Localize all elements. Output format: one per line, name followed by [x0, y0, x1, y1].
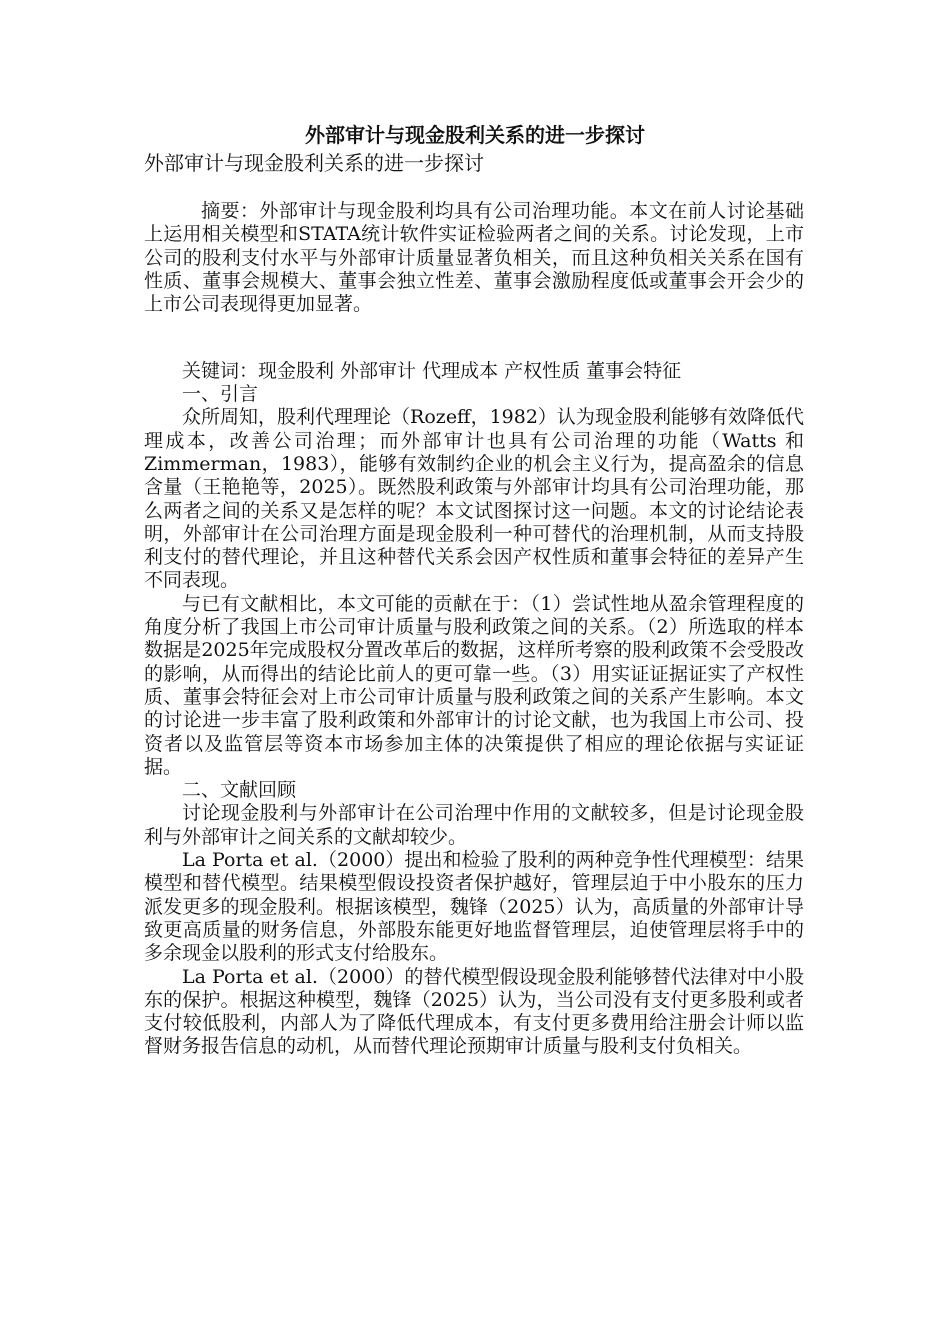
- document-body: [144, 200, 804, 1059]
- document-title: 外部审计与现金股利关系的进一步探讨: [305, 123, 645, 147]
- abstract-paragraph: 摘要：外部审计与现金股利均具有公司治理功能。本文在前人讨论基础上运用相关模型和STATA统计软件实证检验两者之间的关系。讨论发现，上市公司的股利支付水平与外部审计质量显著负相关，而且这种负相关关系在国有性质、董事会规模大、董事会独立性差、董事会激励程度低或董事会开会少的上市公司表现得更加显著。: [144, 200, 804, 316]
- document-subtitle: 外部审计与现金股利关系的进一步探讨: [144, 151, 484, 175]
- literature-paragraph-3: La Porta et al.（2000）的替代模型假设现金股利能够替代法律对中小股东的保护。根据这种模型，魏锋（2025）认为，当公司没有支付更多股利或者支付较低股利，内部人为了降低代理成本，有支付更多费用给注册会计师以监督财务报告信息的动机，从而替代理论预期审计质量与股利支付负相关。: [144, 965, 804, 1058]
- introduction-paragraph-1: 众所周知，股利代理理论（Rozeff，1982）认为现金股利能够有效降低代理成本，改善公司治理；而外部审计也具有公司治理的功能（Watts 和 Zimmerman，1983），能够有效制约企业的机会主义行为，提高盈余的信息含量（王艳艳等，2025）。既然股利政策与外部审计均具有公司治理功能，那么两者之间的关系又是怎样的呢？本文试图探讨这一问题。本文的讨论结论表明，外部审计在公司治理方面是现金股利一种可替代的治理机制，从而支持股利支付的替代理论，并且这种替代关系会因产权性质和董事会特征的差异产生不同表现。: [144, 406, 804, 592]
- literature-paragraph-1: 讨论现金股利与外部审计在公司治理中作用的文献较多，但是讨论现金股利与外部审计之间关系的文献却较少。: [144, 802, 804, 848]
- paragraph-gap: [144, 316, 804, 336]
- section-heading-introduction: 一、引言: [182, 383, 259, 406]
- introduction-paragraph-2: 与已有文献相比，本文可能的贡献在于：（1）尝试性地从盈余管理程度的角度分析了我国上市公司审计质量与股利政策之间的关系。（2）所选取的样本数据是2025年完成股权分置改革后的数据，这样所考察的股利政策不会受股改的影响，从而得出的结论比前人的更可靠一些。（3）用实证证据证实了产权性质、董事会特征会对上市公司审计质量与股利政策之间的关系产生影响。本文的讨论进一步丰富了股利政策和外部审计的讨论文献，也为我国上市公司、投资者以及监管层等资本市场参加主体的决策提供了相应的理论依据与实证证据。: [144, 592, 804, 778]
- literature-paragraph-2: La Porta et al.（2000）提出和检验了股利的两种竞争性代理模型：结果模型和替代模型。结果模型假设投资者保护越好，管理层迫于中小股东的压力派发更多的现金股利。根据该模型，魏锋（2025）认为，高质量的外部审计导致更高质量的财务信息，外部股东能更好地监督管理层，迫使管理层将手中的多余现金以股利的形式支付给股东。: [144, 849, 804, 965]
- section-heading-literature-review: 二、文献回顾: [182, 779, 297, 802]
- keywords-line: 关键词：现金股利 外部审计 代理成本 产权性质 董事会特征: [182, 359, 682, 382]
- paragraph-gap: [144, 336, 804, 359]
